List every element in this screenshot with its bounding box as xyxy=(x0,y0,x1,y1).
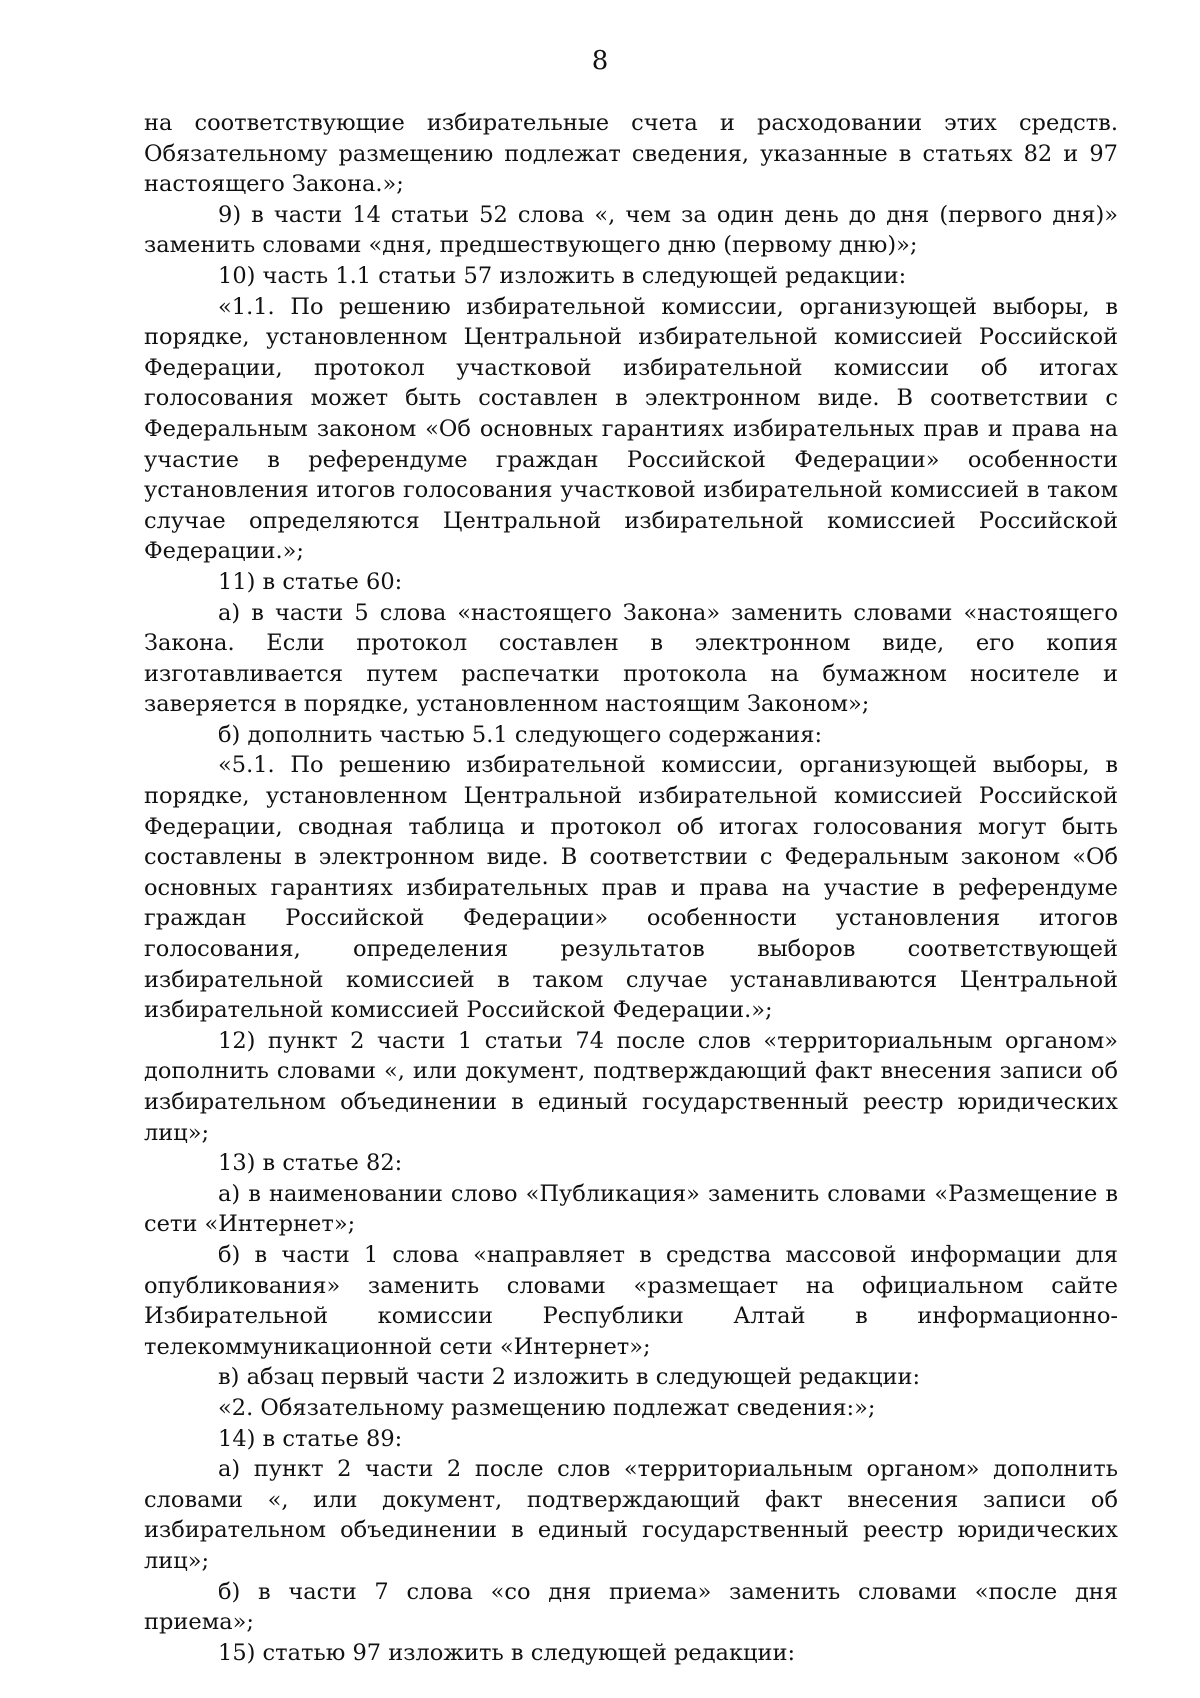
paragraph-item-11a: а) в части 5 слова «настоящего Закона» заменить словами «настоящего Закона. Если протокол составлен в электронном виде, его копия изготавливается путем распечатки протокола на бумажном носителе и заверяется в порядке, установленном настоящим Законом»; xyxy=(144,599,1118,718)
document-body xyxy=(144,108,1118,1668)
paragraph-item-14b: б) в части 7 слова «со дня приема» заменить словами «после дня приема»; xyxy=(144,1578,1118,1636)
paragraph-item-10: 10) часть 1.1 статьи 57 изложить в следующей редакции: xyxy=(218,262,907,289)
paragraph-item-14: 14) в статье 89: xyxy=(218,1425,403,1452)
paragraph-item-11b: б) дополнить частью 5.1 следующего содержания: xyxy=(218,721,823,748)
paragraph-item-15: 15) статью 97 изложить в следующей редакции: xyxy=(218,1639,796,1666)
paragraph-item-12: 12) пункт 2 части 1 статьи 74 после слов «территориальным органом» дополнить словами «, или документ, подтверждающий факт внесения записи об избирательном объединении в единый государственный реестр юридических лиц»; xyxy=(144,1027,1118,1146)
paragraph-item-13b: б) в части 1 слова «направляет в средства массовой информации для опубликования» заменить словами «размещает на официальном сайте Избирательной комиссии Республики Алтай в информационно-телекоммуникационной сети «Интернет»; xyxy=(144,1241,1118,1360)
paragraph-item-9: 9) в части 14 статьи 52 слова «, чем за один день до дня (первого дня)» заменить словами «дня, предшествующего дню (первому дню)»; xyxy=(144,201,1118,259)
paragraph-item-14a: а) пункт 2 части 2 после слов «территориальным органом» дополнить словами «, или документ, подтверждающий факт внесения записи об избирательном объединении в единый государственный реестр юридических лиц»; xyxy=(144,1456,1118,1574)
paragraph-quote-1-1: «1.1. По решению избирательной комиссии, организующей выборы, в порядке, установленном Центральной избирательной комиссией Российской Федерации, протокол участковой избирательной комиссии об итогах голосования может быть составлен в электронном виде. В соответствии с Федеральным законом «Об основных гарантиях избирательных прав и права на участие в референдуме граждан Российской Федерации» особенности установления итогов голосования участковой избирательной комиссией в таком случае определяются Центральной избирательной комиссией Российской Федерации.»; xyxy=(144,293,1118,565)
paragraph-quote-5-1: «5.1. По решению избирательной комиссии, организующей выборы, в порядке, установленном Центральной избирательной комиссией Российской Федерации, сводная таблица и протокол об итогах голосования могут быть составлены в электронном виде. В соответствии с Федеральным законом «Об основных гарантиях избирательных прав и права на участие в референдуме граждан Российской Федерации» особенности установления итогов голосования, определения результатов выборов соответствующей избирательной комиссией в таком случае устанавливаются Центральной избирательной комиссией Российской Федерации.»; xyxy=(144,752,1118,1024)
paragraph-quote-2: «2. Обязательному размещению подлежат сведения:»; xyxy=(218,1394,876,1421)
paragraph-item-13a: а) в наименовании слово «Публикация» заменить словами «Размещение в сети «Интернет»; xyxy=(144,1180,1118,1238)
page-number: 8 xyxy=(591,46,609,76)
paragraph-item-13c: в) абзац первый части 2 изложить в следующей редакции: xyxy=(218,1364,921,1391)
paragraph-item-13: 13) в статье 82: xyxy=(218,1150,403,1177)
paragraph-continuation: на соответствующие избирательные счета и расходовании этих средств. Обязательному размещению подлежат сведения, указанные в статьях 82 и 97 настоящего Закона.»; xyxy=(144,110,1118,198)
paragraph-item-11: 11) в статье 60: xyxy=(218,568,403,595)
